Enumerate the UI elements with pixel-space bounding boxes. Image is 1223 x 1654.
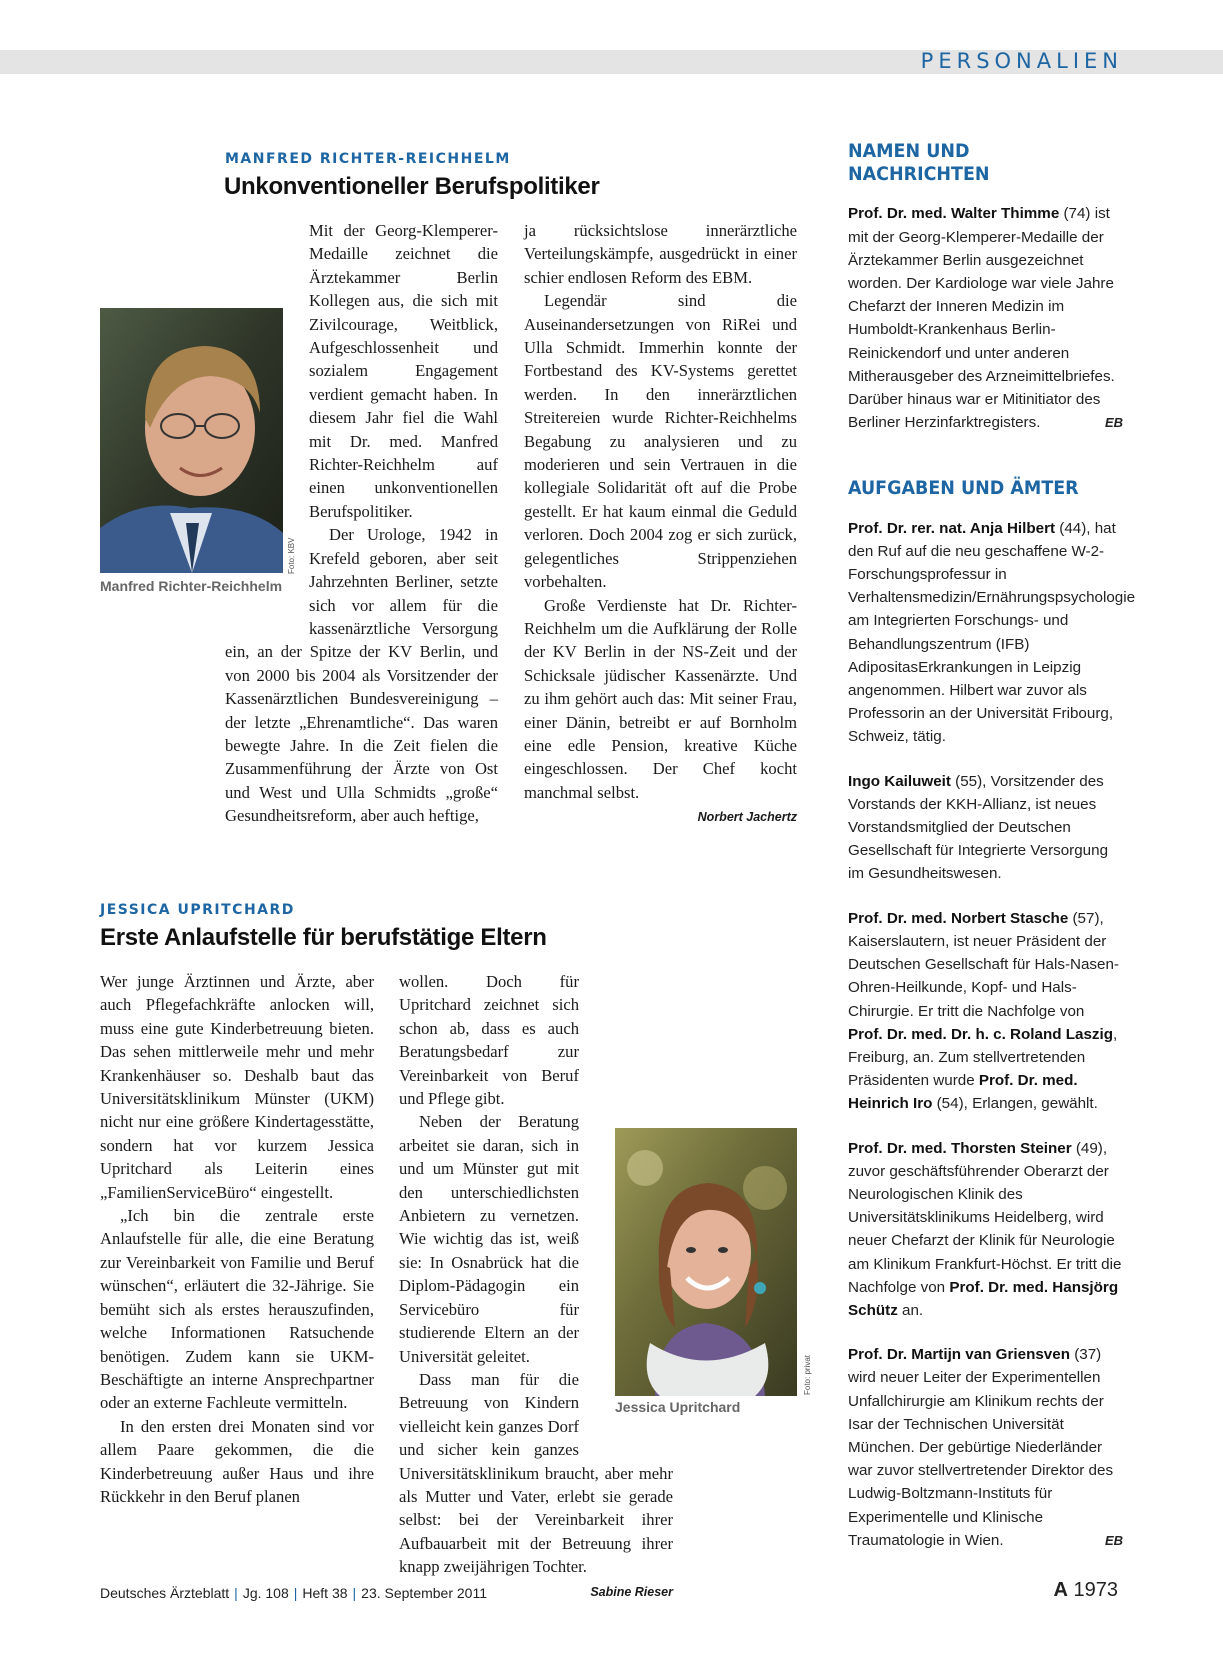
- article1-column-1: [225, 219, 498, 828]
- sidebar-eb-signature: EB: [1104, 415, 1123, 431]
- item-text: (54), Erlangen, gewählt.: [932, 1095, 1098, 1113]
- journal-name: Deutsches Ärzteblatt: [100, 1585, 230, 1601]
- article2-paragraph: Dass man für die Betreuung von Kindern vielleicht kein ganzes Dorf und sicher kein ganzes Universitätsklinikum braucht, aber mehr als Mutter und Vater, erlebt sie gerade selbst: bei der Vereinbarkeit ihrer Aufbauarbeit mit der Betreuung ihrer knapp zweijährigen Tochter.: [399, 1369, 673, 1577]
- article1-headline: Unkonventioneller Berufspolitiker: [224, 173, 600, 200]
- item-text: , Freiburg, an. Zum stellvertretenden Präsidenten wurde: [848, 1025, 1118, 1090]
- volume: Jg. 108: [242, 1585, 289, 1601]
- item-text: (44), hat den Ruf auf die neu geschaffene W-2-Forschungsprofessur in Verhaltensmedizin/Ernährungspsychologie am Integrierten Forschungs- und Behandlungszentrum (IFB) AdipositasErkrankungen in Leipzig angenommen. Hilbert war zuvor als Professorin an der Universität Fribourg, Schweiz, tätig.: [848, 519, 1136, 746]
- article1-photo-credit: Foto: KBV: [287, 537, 296, 574]
- person-name: Prof. Dr. med. Thorsten Steiner: [848, 1139, 1072, 1157]
- article2-paragraph: Wer junge Ärztinnen und Ärzte, aber auch Pflegefachkräfte anlocken will, muss eine gute Kinderbetreuung bieten. Das sehen mittlerweile mehr und mehr Krankenhäuser so. Deshalb baut das Universitätsklinikum Münster (UKM) nicht nur eine größere Kindertagesstätte, sondern hat vor kurzem Jessica Upritchard als Leiterin eines „FamilienServiceBüro“ eingestellt.: [100, 972, 374, 1202]
- page-number-value: 1973: [1073, 1579, 1118, 1601]
- article1-paragraph: Der Urologe, 1942 in Krefeld geboren, aber seit Jahrzehnten Berliner, setzte sich vor allem für die kassenärztliche Versorgung ein, an der Spitze der KV Berlin, und von 2000 bis 2004 als Vorsitzender der Kassenärztlichen Bundesvereinigung – der letzte „Ehrenamtliche“. Das waren bewegte Jahre. In die Zeit fielen die Zusammenführung der Ärzte von Ost und West und Ulla Schmidts „große“ Gesundheitsreform, aber auch heftige,: [225, 525, 498, 826]
- article2-photo-credit: Foto: privat: [803, 1354, 812, 1395]
- article1-paragraph: Große Verdienste hat Dr. Richter-Reichhelm um die Aufklärung der Rolle der KV Berlin in der NS-Zeit und der Schicksale jüdischer Kassenärzte. Und zu ihm gehört auch das: Mit seiner Frau, einer Dänin, betreibt er auf Bornholm eine edle Pension, kreative Küche eingeschlossen. Der Chef kocht manchmal selbst.: [524, 595, 797, 802]
- person-name: Ingo Kailuweit: [848, 772, 951, 790]
- article2-byline: Sabine Rieser: [590, 1584, 673, 1599]
- item-text: (55), Vorsitzender des Vorstands der KKH-Allianz, ist neues Vorstandsmitglied der Deutschen Gesellschaft für Integrierte Versorgung im Gesundheitswesen.: [848, 772, 1109, 883]
- article1-paragraph: Mit der Georg-Klemperer-Medaille zeichnet die Ärztekammer Berlin Kollegen aus, die sich mit Zivilcourage, Weitblick, Aufgeschlossenheit und sozialem Engagement verdient gemacht haben. In diesem Jahr fiel die Wahl mit Dr. med. Manfred Richter-Reichhelm auf einen unkonventionellen Berufspolitiker.: [309, 221, 498, 521]
- item-text: (57), Kaiserslautern, ist neuer Präsident der Deutschen Gesellschaft für Hals-Nasen-Ohren-Heilkunde, Kopf- und Hals-Chirurgie. Er tritt die Nachfolge von: [848, 909, 1119, 1020]
- person-name: Prof. Dr. med. Hansjörg Schütz: [848, 1278, 1119, 1319]
- sidebar-item: [848, 907, 1123, 1116]
- article2-headline: Erste Anlaufstelle für berufstätige Eltern: [100, 924, 547, 951]
- article1-paragraph: Legendär sind die Auseinandersetzungen von RiRei und Ulla Schmidt. Immerhin konnte der Fortbestand des KV-Systems gerettet werden. In den innerärztlichen Streitereien wurde Richter-Reichhelms Begabung zu analysieren und zu moderieren und sein Vertrauen in die kollegiale Solidarität oft auf die Probe gestellt. Er hat kaum einmal die Geduld verloren. Doch 2004 zog er sich zurück, gelegentliches Strippenziehen vorbehalten.: [524, 291, 797, 592]
- person-name: Prof. Dr. med. Heinrich Iro: [848, 1072, 1078, 1113]
- issue: Heft 38: [302, 1585, 348, 1601]
- item-text: (49), zuvor geschäftsführender Oberarzt der Neurologischen Klinik des Universitätsklinikums Heidelberg, wird neuer Chefarzt der Klinik für Neurologie am Klinikum Frankfurt-Höchst. Er tritt die Nachfolge von: [848, 1139, 1122, 1296]
- footer: Deutsches Ärzteblatt | Jg. 108 | Heft 38 | 23. September 2011: [100, 1585, 488, 1601]
- sidebar-item: [848, 1137, 1123, 1323]
- article2-kicker: JESSICA UPRITCHARD: [100, 902, 295, 918]
- article2-photo: [615, 1128, 797, 1396]
- issue-date: 23. September 2011: [361, 1585, 488, 1601]
- article2-paragraph: „Ich bin die zentrale erste Anlaufstelle für alle, die eine Beratung zur Vereinbarkeit von Familie und Beruf wünschen“, erläutert die 32-Jährige. Sie bemüht sich als erstes herauszufinden, welche Informationen Ratsuchende benötigen. Zudem kann sie UKM-Beschäftigte an interne Ansprechpartner oder an externe Fachleute vermitteln.: [100, 1206, 374, 1413]
- sidebar-heading-duties-offices: AUFGABEN UND ÄMTER: [848, 477, 1079, 500]
- article2-photo-caption: Jessica Upritchard: [615, 1399, 741, 1415]
- person-name: Prof. Dr. med. Dr. h. c. Roland Laszig: [848, 1025, 1113, 1043]
- section-label: PERSONALIEN: [920, 49, 1123, 73]
- portrait-woman-image: [615, 1128, 797, 1396]
- sidebar-eb-signature: EB: [1104, 1532, 1123, 1548]
- article2-column-1: [100, 970, 374, 1508]
- article1-photo-caption: Manfred Richter-Reichhelm: [100, 578, 283, 594]
- sidebar: [848, 140, 1136, 1573]
- article1-kicker: MANFRED RICHTER-REICHHELM: [225, 151, 511, 167]
- sidebar-item: [848, 202, 1123, 434]
- article2-paragraph: In den ersten drei Monaten sind vor allem Paare gekommen, die die Kinderbetreuung außer Haus und ihre Rückkehr in den Beruf planen: [100, 1416, 374, 1506]
- sidebar-item: [848, 770, 1123, 886]
- article1-paragraph: ja rücksichtslose innerärztliche Verteilungskämpfe, ausgedrückt in einer schier endlosen Reform des EBM.: [524, 221, 797, 287]
- page-prefix: A: [1053, 1579, 1068, 1601]
- sidebar-heading-names-news: NAMEN UND NACHRICHTEN: [848, 140, 990, 186]
- person-name: Prof. Dr. med. Walter Thimme: [848, 205, 1060, 223]
- item-text: (74) ist mit der Georg-Klemperer-Medaille der Ärztekammer Berlin ausgezeichnet worden. Der Kardiologe war viele Jahre Chefarzt der Inneren Medizin im Humboldt-Krankenhaus Berlin-Reinickendorf und unter anderen Mitherausgeber des Arzneimittelbriefes. Darüber hinaus war er Mitinitiator des Berliner Herzinfarktregisters.: [848, 205, 1115, 432]
- item-text: an.: [897, 1301, 924, 1319]
- page-number: [1053, 1579, 1118, 1602]
- sidebar-item: [848, 1343, 1123, 1552]
- article1-byline: Norbert Jachertz: [697, 810, 797, 825]
- article1-column-2: [524, 219, 797, 830]
- article2-paragraph: Neben der Beratung arbeitet sie daran, sich in und um Münster gut mit den unterschiedlichsten Anbietern zu vernetzen. Wie wichtig das ist, weiß sie: In Osnabrück hat die Diplom-Pädagogin ein Servicebüro für studierende Eltern an der Universität geleitet.: [399, 1112, 579, 1366]
- person-name: Prof. Dr. rer. nat. Anja Hilbert: [848, 519, 1056, 537]
- person-name: Prof. Dr. med. Norbert Stasche: [848, 909, 1069, 927]
- sidebar-item: [848, 517, 1136, 749]
- person-name: Prof. Dr. Martijn van Griensven: [848, 1346, 1070, 1364]
- article2-paragraph: wollen. Doch für Upritchard zeichnet sich schon ab, dass es auch Beratungsbedarf zur Vereinbarkeit von Beruf und Pflege gibt.: [399, 972, 579, 1109]
- item-text: (37) wird neuer Leiter der Experimentellen Unfallchirurgie am Klinikum rechts der Isar der Technischen Universität München. Der gebürtige Niederländer war zuvor stellvertretender Direktor des Ludwig-Boltzmann-Instituts für Experimentelle und Klinische Traumatologie in Wien.: [848, 1346, 1114, 1549]
